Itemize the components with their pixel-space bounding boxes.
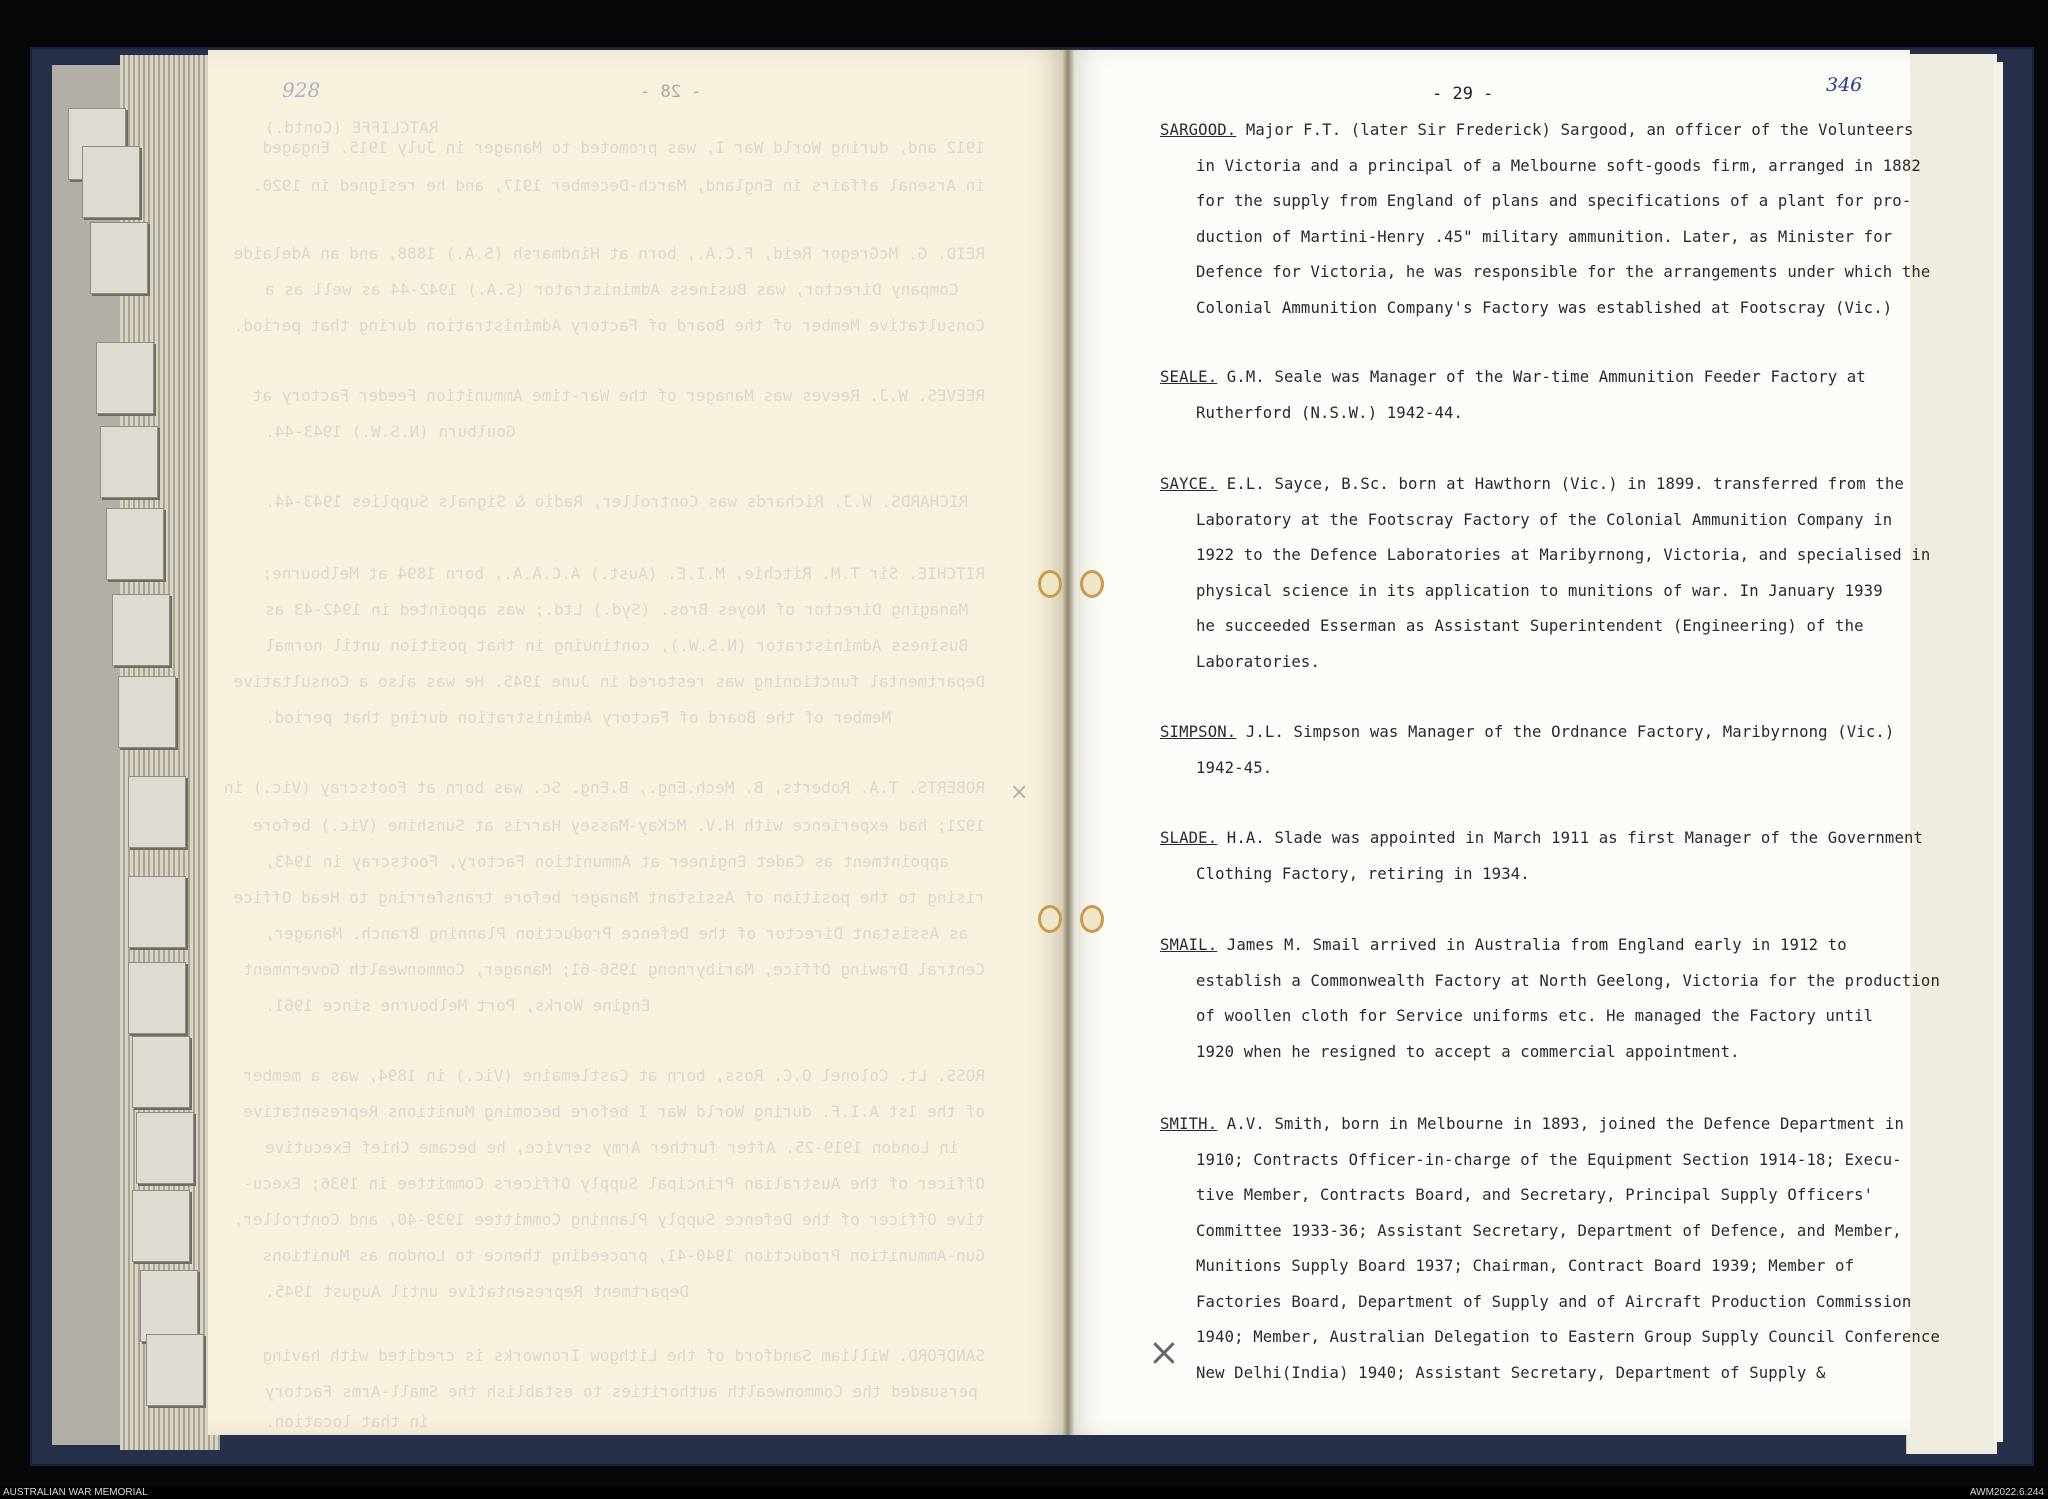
left-page-line: ROBERTS. T.A. Roberts, B. Mech.Eng., B.Eng. Sc. was born at Footscray (Vic.) in: [224, 778, 985, 797]
index-tab: [118, 676, 176, 748]
left-page-line: Business Administrator (N.S.W.), continuing in that position until normal: [265, 636, 969, 655]
margin-cross: ×: [1148, 1330, 1180, 1374]
entry-line: duction of Martini-Henry .45" military ammunition. Later, as Minister for: [1196, 227, 1893, 246]
index-tab: [128, 776, 186, 848]
entry-line: in Victoria and a principal of a Melbourne soft-goods firm, arranged in 1882: [1196, 156, 1921, 175]
left-page-line: Company Director, was Business Administrator (S.A.) 1942-44 as well as a: [265, 280, 959, 299]
left-page-line: 1921; had experience with H.V. McKay-Massey Harris at Sunshine (Vic.) before: [252, 816, 985, 835]
right-handwritten-note: 346: [1826, 74, 1863, 96]
footer-accession-number: AWM2022.6.244: [1969, 1487, 2044, 1498]
left-handwritten-note: 928: [282, 78, 321, 102]
entry-line: Rutherford (N.S.W.) 1942-44.: [1196, 403, 1464, 422]
index-tab: [96, 342, 154, 414]
left-page-line: Department Representative until August 1945.: [265, 1282, 689, 1301]
entry-text: James M. Smail arrived in Australia from England early in 1912 to: [1226, 936, 1847, 954]
entry-text: H.A. Slade was appointed in March 1911 as first Manager of the Government: [1226, 829, 1924, 847]
biography-entry: [1160, 1107, 1940, 1391]
index-tab: [132, 1036, 190, 1108]
entry-line: 1940; Member, Australian Delegation to Eastern Group Supply Council Conference: [1196, 1328, 1940, 1346]
index-tab: [100, 426, 158, 498]
index-tab: [128, 962, 186, 1034]
entry-line: Clothing Factory, retiring in 1934.: [1196, 864, 1530, 883]
entry-line: Laboratories.: [1196, 652, 1320, 671]
biography-entry: [1160, 467, 1931, 680]
biography-entry: [1160, 360, 1900, 431]
entry-first-line: [1160, 1107, 1904, 1143]
left-page-number: - 28 -: [640, 82, 702, 102]
page-edge-strip: [1993, 62, 2003, 1442]
index-tab: [132, 1190, 190, 1262]
entry-line: Defence for Victoria, he was responsible for the arrangements under which the: [1196, 263, 1931, 281]
left-page-line: Central Drawing Office, Maribyrnong 1956-61; Manager, Commonwealth Government: [243, 960, 985, 979]
entry-line: for the supply from England of plans and specifications of a plant for pro-: [1196, 192, 1912, 210]
entry-line: Committee 1933-36; Assistant Secretary, Department of Defence, and Member,: [1196, 1221, 1902, 1240]
left-page-line: RATCLIFFE (Contd.): [265, 118, 439, 137]
entry-first-line: [1160, 467, 1904, 503]
left-page-line: Engine Works, Port Melbourne since 1961.: [265, 996, 651, 1015]
entry-heading: SAYCE.: [1160, 475, 1218, 493]
left-page-line: Officer of the Australian Principal Supply Officers Committee in 1936; Execu-: [243, 1174, 985, 1193]
entry-line: Munitions Supply Board 1937; Chairman, Contract Board 1939; Member of: [1196, 1257, 1855, 1275]
book-gutter: [1062, 50, 1074, 1435]
punch-hole: [1038, 905, 1062, 933]
punch-hole: [1038, 570, 1062, 598]
entry-line: physical science in its application to munitions of war. In January 1939: [1196, 581, 1883, 600]
index-tab: [106, 508, 164, 580]
left-page-line: in London 1919-25. After further Army service, he became Chief Executive: [265, 1138, 959, 1157]
entry-first-line: [1160, 928, 1900, 964]
entry-text: E.L. Sayce, B.Sc. born at Hawthorn (Vic.) in 1899. transferred from the: [1226, 475, 1904, 493]
entry-line: 1910; Contracts Officer-in-charge of the Equipment Section 1914-18; Execu-: [1196, 1150, 1902, 1169]
index-tab: [140, 1270, 198, 1342]
left-page-line: RICHARDS. W.J. Richards was Controller, Radio & Signals Supplies 1943-44.: [265, 492, 969, 511]
margin-tick: ×: [1010, 780, 1029, 805]
left-page-line: REEVES. W.J. Reeves was Manager of the War-time Ammunition Feeder Factory at: [252, 386, 985, 405]
entry-heading: SMITH.: [1160, 1115, 1218, 1133]
left-page-line: Member of the Board of Factory Administration during that period.: [265, 708, 892, 727]
left-page-line: Managing Director of Noyes Bros. (Syd.) Ltd.; was appointed in 1942-43 as: [265, 600, 969, 619]
entry-line: he succeeded Esserman as Assistant Superintendent (Engineering) of the: [1196, 617, 1864, 635]
index-tab: [90, 222, 148, 294]
entry-line: New Delhi(India) 1940; Assistant Secretary, Department of Supply &: [1196, 1363, 1826, 1382]
entry-line: 1942-45.: [1196, 758, 1273, 777]
entry-line: tive Member, Contracts Board, and Secretary, Principal Supply Officers': [1196, 1186, 1874, 1204]
biography-entry: [1160, 113, 1931, 326]
entry-first-line: [1160, 360, 1900, 396]
left-page-line: 1912 and, during World War I, was promoted to Manager in July 1915. Engaged: [262, 138, 985, 157]
punch-hole: [1080, 570, 1104, 598]
entry-text: G.M. Seale was Manager of the War-time Ammunition Feeder Factory at: [1226, 368, 1866, 386]
index-tab: [136, 1112, 194, 1184]
entry-heading: SARGOOD.: [1160, 121, 1237, 139]
left-page-line: as Assistant Director of the Defence Production Planning Branch. Manager,: [265, 924, 969, 943]
entry-heading: SLADE.: [1160, 829, 1218, 847]
index-tab: [128, 876, 186, 948]
entry-first-line: [1160, 113, 1914, 149]
left-page-line: Consultative Member of the Board of Factory Administration during that period.: [233, 316, 985, 335]
entry-line: 1920 when he resigned to accept a commercial appointment.: [1196, 1042, 1740, 1061]
left-page-line: in Arsenal affairs in England, March-December 1917, and he resigned in 1920.: [252, 176, 985, 195]
entry-first-line: [1160, 821, 1924, 857]
footer-credit: AUSTRALIAN WAR MEMORIAL: [3, 1487, 148, 1498]
entry-text: Major F.T. (later Sir Frederick) Sargood, an officer of the Volunteers: [1245, 121, 1914, 139]
entry-text: J.L. Simpson was Manager of the Ordnance Factory, Maribyrnong (Vic.): [1245, 723, 1895, 741]
entry-heading: SMAIL.: [1160, 936, 1218, 954]
left-page-line: Departmental functioning was restored in June 1945. He was also a Consultative: [233, 672, 985, 691]
left-page-line: Goulburn (N.S.W.) 1943-44.: [265, 422, 516, 441]
left-page-line: rising to the position of Assistant Manager before transferring to Head Office: [233, 888, 985, 907]
biography-entry: [1160, 715, 1900, 786]
left-page-line: SANDFORD. William Sandford of the Lithgow Ironworks is credited with having: [262, 1346, 985, 1365]
left-page-line: persuaded the Commonwealth authorities to establish the Small-Arms Factory: [265, 1382, 978, 1401]
right-page-number: - 29 -: [1432, 84, 1494, 104]
left-page-line: of the 1st A.I.F. during World War I before becoming Munitions Representative: [243, 1102, 985, 1121]
footer-bar: [0, 1486, 2048, 1499]
index-tab: [146, 1334, 204, 1406]
entry-line: of woollen cloth for Service uniforms etc. He managed the Factory until: [1196, 1007, 1874, 1025]
entry-line: Colonial Ammunition Company's Factory was established at Footscray (Vic.): [1196, 298, 1893, 317]
left-page-line: REID. G. McGregor Reid, F.C.A., born at Hindmarsh (S.A.) 1888, and an Adelaide: [233, 244, 985, 263]
biography-entry: [1160, 821, 1924, 892]
index-tab: [82, 146, 140, 218]
left-page-line: tive Officer of the Defence Supply Planning Committee 1939-40, and Controller,: [233, 1210, 985, 1229]
entry-line: Laboratory at the Footscray Factory of the Colonial Ammunition Company in: [1196, 510, 1893, 529]
entry-text: A.V. Smith, born in Melbourne in 1893, joined the Defence Department in: [1226, 1115, 1904, 1133]
entry-line: Factories Board, Department of Supply and of Aircraft Production Commission: [1196, 1292, 1912, 1311]
entry-heading: SIMPSON.: [1160, 723, 1237, 741]
biography-entry: [1160, 928, 1940, 1070]
entry-first-line: [1160, 715, 1900, 751]
index-tab: [112, 594, 170, 666]
left-page-line: in that location.: [265, 1412, 429, 1431]
left-page-line: ROSS. Lt. Colonel O.C. Ross, born at Castlemaine (Vic.) in 1894, was a member: [243, 1066, 985, 1085]
entry-line: 1922 to the Defence Laboratories at Maribyrnong, Victoria, and specialised in: [1196, 546, 1931, 564]
left-page-line: Gun-Ammunition Production 1940-41, proceeding thence to London as Munitions: [262, 1246, 985, 1265]
left-page-line: RITCHIE. Sir T.M. Ritchie, M.I.E. (Aust.) A.C.A.A., born 1894 at Melbourne;: [262, 564, 985, 583]
punch-hole: [1080, 905, 1104, 933]
entry-line: establish a Commonwealth Factory at North Geelong, Victoria for the production: [1196, 971, 1940, 990]
entry-heading: SEALE.: [1160, 368, 1218, 386]
left-page-line: appointment as Cadet Engineer at Ammunition Factory, Footscray in 1943,: [265, 852, 949, 871]
